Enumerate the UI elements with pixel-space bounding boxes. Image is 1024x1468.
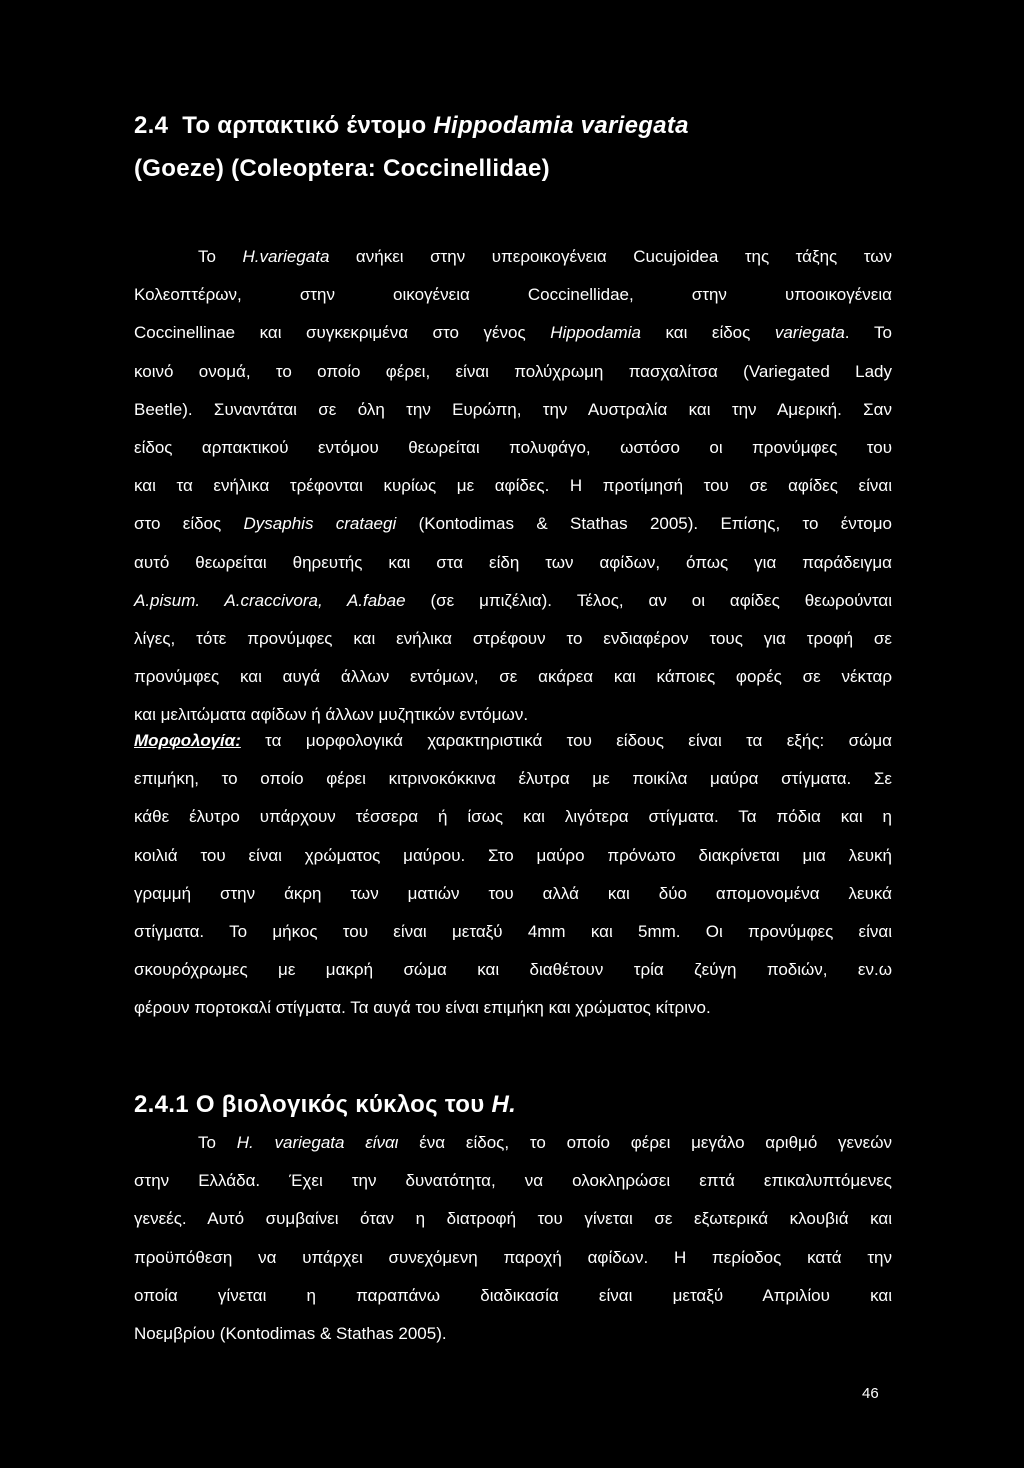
text-run: Coccinellinae και συγκεκριμένα στο γένος: [134, 323, 551, 342]
section-heading-line-2: (Goeze) (Coleoptera: Coccinellidae): [134, 155, 550, 182]
italic-text: H. variegata είναι: [236, 1133, 399, 1152]
text-run: (Kontodimas & Stathas 2005). Επίσης, το έντομο: [396, 514, 892, 533]
text-run: (σε μπιζέλια). Τέλος, αν οι αφίδες θεωρούνται: [405, 591, 892, 610]
text-run: αυτό θεωρείται θηρευτής και στα είδη των αφίδων, όπως για παράδειγμα: [134, 553, 892, 572]
text-line: [134, 728, 892, 754]
text-run: κάθε έλυτρο υπάρχουν τέσσερα ή ίσως και λιγότερα στίγματα. Τα πόδια και η: [134, 807, 892, 826]
text-line: [134, 1321, 892, 1347]
text-run: προϋπόθεση να υπάρχει συνεχόμενη παροχή αφίδων. Η περίοδος κατά την: [134, 1248, 892, 1267]
text-line: [134, 550, 892, 576]
text-line: [134, 804, 892, 830]
text-line: [134, 435, 892, 461]
text-run: Νοεμβρίου (Kontodimas & Stathas 2005).: [134, 1324, 447, 1343]
text-run: ένα είδος, το οποίο φέρει μεγάλο αριθμό γενεών: [398, 1133, 892, 1152]
text-run: στίγματα. Το μήκος του είναι μεταξύ 4mm και 5mm. Οι προνύμφες είναι: [134, 922, 892, 941]
text-line: [134, 320, 892, 346]
section-number: 2.4: [134, 112, 169, 139]
text-run: Κολεοπτέρων, στην οικογένεια Coccinellidae, στην υποοικογένεια: [134, 285, 892, 304]
italic-text: Dysaphis crataegi: [243, 514, 397, 533]
subsection-number: 2.4.1: [134, 1091, 189, 1118]
text-run: Beetle). Συναντάται σε όλη την Ευρώπη, την Αυστραλία και την Αμερική. Σαν: [134, 400, 892, 419]
section-title-species: Hippodamia variegata: [433, 112, 689, 139]
text-run: Το: [198, 247, 243, 266]
text-line: [134, 664, 892, 690]
text-line: [134, 957, 892, 983]
italic-text: H.variegata: [242, 247, 330, 266]
section-title-text: Το αρπακτικό έντομο: [182, 112, 434, 139]
text-line: [134, 397, 892, 423]
text-run: επιμήκη, το οποίο φέρει κιτρινοκόκκινα έλυτρα με ποικίλα μαύρα στίγματα. Σε: [134, 769, 892, 788]
italic-text: A.pisum. A.craccivora, A.fabae: [134, 591, 406, 610]
text-run: . Το: [844, 323, 892, 342]
text-run: και είδος: [640, 323, 775, 342]
text-line: [134, 1168, 892, 1194]
page-number: 46: [862, 1385, 879, 1402]
text-line: [134, 1206, 892, 1232]
text-line: [134, 919, 892, 945]
text-run: σκουρόχρωμες με μακρή σώμα και διαθέτουν τρία ζεύγη ποδιών, εν.ω: [134, 960, 892, 979]
section-heading-line-1: [134, 104, 689, 147]
text-line: [134, 1245, 892, 1271]
text-run: προνύμφες και αυγά άλλων εντόμων, σε ακάρεα και κάποιες φορές σε νέκταρ: [134, 667, 892, 686]
text-line: [134, 626, 892, 652]
text-run: στο είδος: [134, 514, 244, 533]
text-line: [134, 244, 892, 270]
text-run: και μελιτώματα αφίδων ή άλλων μυζητικών εντόμων.: [134, 705, 529, 724]
text-run: γραμμή στην άκρη των ματιών του αλλά και δύο απομονομένα λευκά: [134, 884, 892, 903]
subsection-heading: [134, 1083, 894, 1126]
text-line: [134, 473, 892, 499]
italic-text: Hippodamia: [550, 323, 641, 342]
text-run: ανήκει στην υπεροικογένεια Cucujoidea της τάξης των: [329, 247, 892, 266]
text-line: [134, 359, 892, 385]
text-run: λίγες, τότε προνύμφες και ενήλικα στρέφουν το ενδιαφέρον τους για τροφή σε: [134, 629, 892, 648]
text-line: [134, 843, 892, 869]
text-line: [134, 702, 892, 728]
text-run: φέρουν πορτοκαλί στίγματα. Τα αυγά του είναι επιμήκη και χρώματος κίτρινο.: [134, 998, 711, 1017]
subsection-title-species: H.: [491, 1091, 517, 1118]
text-run: γενεές. Αυτό συμβαίνει όταν η διατροφή του γίνεται σε εξωτερικά κλουβιά και: [134, 1209, 892, 1228]
text-line: [134, 766, 892, 792]
subsection-title-text: Ο βιολογικός κύκλος του: [195, 1091, 492, 1118]
text-run: κοινό ονομά, το οποίο φέρει, είναι πολύχρωμη πασχαλίτσα (Variegated Lady: [134, 362, 892, 381]
text-run: στην Ελλάδα. Έχει την δυνατότητα, να ολοκληρώσει επτά επικαλυπτόμενες: [134, 1171, 892, 1190]
text-run: είδος αρπακτικού εντόμου θεωρείται πολυφάγο, ωστόσο οι προνύμφες του: [134, 438, 892, 457]
italic-text: variegata: [774, 323, 845, 342]
text-run: τα μορφολογικά χαρακτηριστικά του είδους είναι τα εξής: σώμα: [240, 731, 892, 750]
text-line: [134, 511, 892, 537]
text-line: [134, 1130, 892, 1156]
inline-heading: Μορφολογία:: [134, 731, 241, 750]
text-line: [134, 1283, 892, 1309]
text-run: και τα ενήλικα τρέφονται κυρίως με αφίδες. Η προτίμησή του σε αφίδες είναι: [134, 476, 892, 495]
text-run: κοιλιά του είναι χρώματος μαύρου. Στο μαύρο πρόνωτο διακρίνεται μια λευκή: [134, 846, 892, 865]
text-line: [134, 881, 892, 907]
text-line: [134, 282, 892, 308]
text-line: [134, 995, 892, 1021]
text-run: Το: [198, 1133, 237, 1152]
text-run: οποία γίνεται η παραπάνω διαδικασία είναι μεταξύ Απριλίου και: [134, 1286, 892, 1305]
text-line: [134, 588, 892, 614]
